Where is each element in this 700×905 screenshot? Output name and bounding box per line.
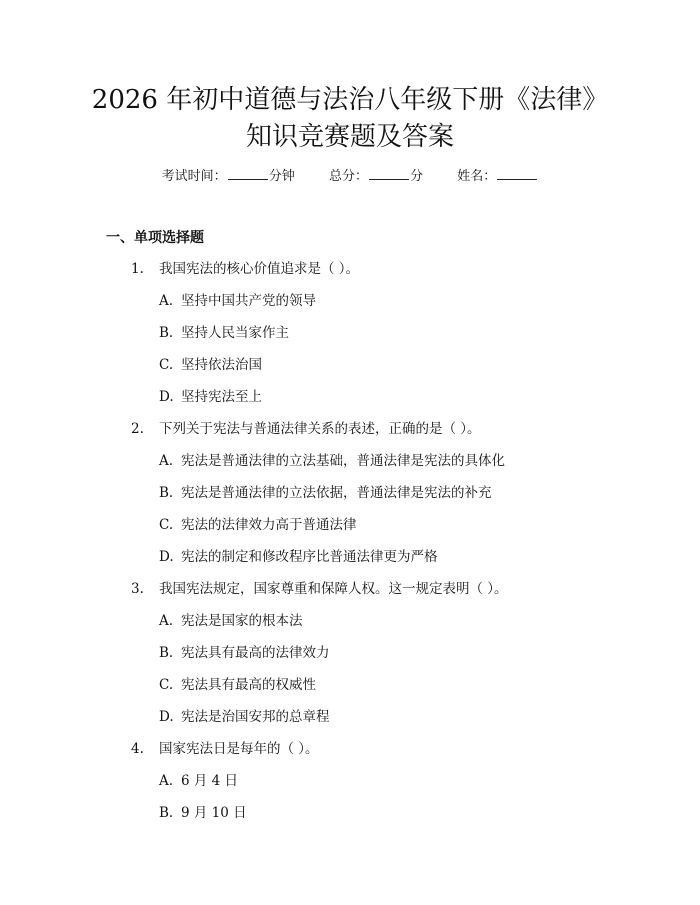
option-text: 宪法具有最高的权威性 [181,677,316,693]
option-letter: D. [159,389,174,405]
option-letter: A. [159,453,174,469]
question-text: 下列关于宪法与普通法律关系的表述，正确的是（ ）。 [159,421,481,437]
question-number: 3. [131,581,144,597]
student-name-blank [497,167,537,180]
total-score-blank [369,167,409,180]
exam-time-field [162,167,295,187]
option-text: 宪法具有最高的法律效力 [181,645,330,661]
option-text: 宪法的制定和修改程序比普通法律更为严格 [181,549,438,565]
option-letter: B. [159,645,174,661]
option-letter: A. [159,773,174,789]
exam-meta [0,167,700,187]
option-letter: D. [159,549,174,565]
page-title-line-1: 2026 年初中道德与法治八年级下册《法律》 [91,85,609,115]
student-name-field [457,167,538,187]
option-text: 坚持宪法至上 [181,389,262,405]
option-text: 6 月 4 日 [181,773,239,789]
option-letter: B. [159,485,174,501]
option-letter: B. [159,805,174,821]
total-score-label: 总分： [328,169,368,184]
question-number: 2. [131,421,144,437]
option-letter: A. [159,293,174,309]
option-letter: B. [159,325,174,341]
option-text: 坚持中国共产党的领导 [181,293,316,309]
exam-time-blank [228,167,268,180]
total-score-field [329,167,423,187]
question-text: 我国宪法的核心价值追求是（ ）。 [159,261,360,277]
student-name-label: 姓名： [457,169,497,184]
option-letter: C. [159,677,174,693]
exam-time-unit: 分钟 [268,169,295,184]
question-text: 我国宪法规定，国家尊重和保障人权。这一规定表明（ ）。 [159,581,508,597]
page-title-line-2: 知识竞赛题及答案 [245,122,454,152]
option-letter: C. [159,517,174,533]
option-text: 宪法的法律效力高于普通法律 [181,517,357,533]
question-number: 4. [131,741,144,757]
option-text: 坚持人民当家作主 [181,325,289,341]
option-text: 宪法是普通法律的立法基础，普通法律是宪法的具体化 [181,453,505,469]
exam-time-label: 考试时间： [161,169,227,184]
option-text: 宪法是普通法律的立法依据，普通法律是宪法的补充 [181,485,492,501]
option-text: 宪法是治国安邦的总章程 [181,709,330,725]
total-score-unit: 分 [410,169,424,184]
question-text: 国家宪法日是每年的（ ）。 [159,741,319,757]
section-heading: 一、单项选择题 [106,230,204,246]
option-letter: C. [159,357,174,373]
option-text: 9 月 10 日 [181,805,247,821]
option-letter: A. [159,613,174,629]
option-text: 宪法是国家的根本法 [181,613,303,629]
option-letter: D. [159,709,174,725]
question-number: 1. [131,261,144,277]
option-text: 坚持依法治国 [181,357,262,373]
